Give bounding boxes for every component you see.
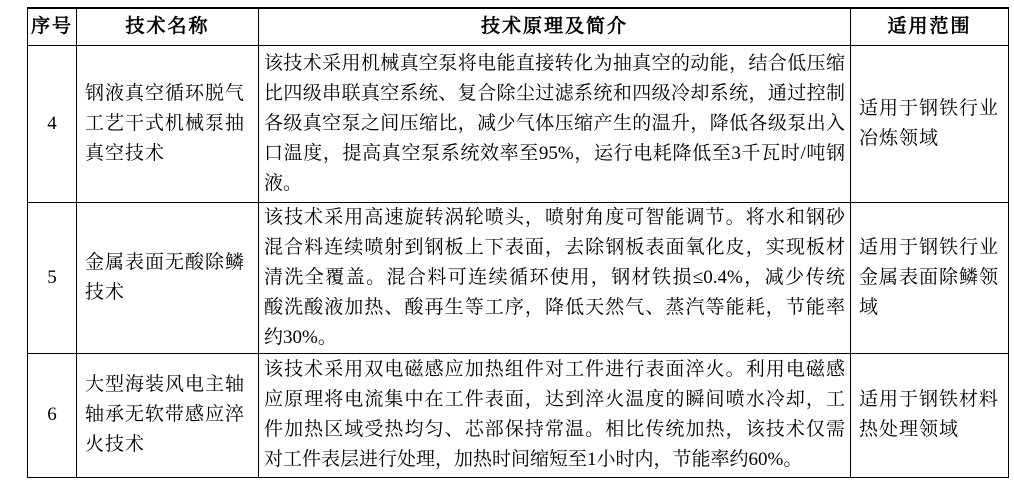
technology-name-cell-line: 真空技术 <box>85 142 166 164</box>
principle-description-cell <box>259 202 851 353</box>
technology-name-cell <box>77 45 259 202</box>
header-principle: 技术原理及简介 <box>259 8 851 45</box>
principle-description-cell-line: 该技术采用双电磁感应加热组件对工件进行表面淬火。利用电磁感 <box>264 359 845 380</box>
serial-number-cell: 4 <box>28 45 77 202</box>
technology-table <box>27 7 1009 478</box>
principle-description-cell-line: 该技术采用高速旋转涡轮喷头，喷射角度可智能调节。将水和钢砂 <box>264 206 845 228</box>
principle-description-cell-line: 混合料连续喷射到钢板上下表面，去除钢板表面氧化皮，实现板材 <box>264 236 845 258</box>
technology-name-cell-line: 火技术 <box>85 434 146 455</box>
serial-number-cell: 5 <box>28 202 77 353</box>
technology-name-cell-line: 轴承无软带感应淬 <box>85 404 246 425</box>
principle-description-cell-line: 件加热区域受热均匀、芯部保持常温。相比传统加热，该技术仅需 <box>264 419 845 440</box>
principle-description-cell-line: 各级真空泵之间压缩比，减少气体压缩产生的温升，降低各级泵出入 <box>264 112 845 134</box>
principle-description-cell-line: 应原理将电流集中在工件表面，达到淬火温度的瞬间喷水冷却，工 <box>264 389 845 410</box>
header-name: 技术名称 <box>77 8 259 45</box>
technology-name-cell-line: 金属表面无酸除鳞 <box>85 251 246 273</box>
table-body <box>28 45 1009 477</box>
application-scope-cell-line: 金属表面除鳞领 <box>859 266 1000 288</box>
application-scope-cell-line: 适用于钢铁行业 <box>859 97 1000 119</box>
application-scope-cell-line: 冶炼领域 <box>859 127 940 149</box>
principle-description-cell-line: 比四级串联真空系统、复合除尘过滤系统和四级冷却系统，通过控制 <box>264 82 845 104</box>
principle-description-cell-line: 清洗全覆盖。混合料可连续循环使用，钢材铁损≤0.4%，减少传统 <box>264 266 845 288</box>
technology-name-cell-line: 技术 <box>85 281 126 303</box>
principle-description-cell-line: 该技术采用机械真空泵将电能直接转化为抽真空的动能，结合低压缩 <box>264 52 845 74</box>
header-serial: 序号 <box>28 8 77 45</box>
technology-name-cell-line: 大型海装风电主轴 <box>85 374 246 395</box>
technology-name-cell-line: 工艺干式机械泵抽 <box>85 112 246 134</box>
technology-name-cell <box>77 202 259 353</box>
application-scope-cell <box>851 353 1009 477</box>
principle-description-cell-line: 口温度，提高真空泵系统效率至95%，运行电耗降低至3千瓦时/吨钢 <box>264 142 845 164</box>
table-row <box>28 45 1009 202</box>
application-scope-cell-line: 适用于钢铁行业 <box>859 236 1000 258</box>
principle-description-cell <box>259 45 851 202</box>
principle-description-cell-line: 约30%。 <box>264 326 337 348</box>
serial-number-cell: 6 <box>28 353 77 477</box>
table-row <box>28 202 1009 353</box>
principle-description-cell <box>259 353 851 477</box>
application-scope-cell-line: 适用于钢铁材料 <box>859 389 1000 410</box>
principle-description-cell-line: 对工件表层进行处理，加热时间缩短至1小时内，节能率约60%。 <box>264 449 803 470</box>
header-scope: 适用范围 <box>851 8 1009 45</box>
table-header <box>28 8 1009 45</box>
technology-name-cell <box>77 353 259 477</box>
application-scope-cell <box>851 202 1009 353</box>
application-scope-cell-line: 域 <box>859 296 880 318</box>
technology-name-cell-line: 钢液真空循环脱气 <box>85 82 246 104</box>
table-row <box>28 353 1009 477</box>
application-scope-cell <box>851 45 1009 202</box>
principle-description-cell-line: 酸洗酸液加热、酸再生等工序，降低天然气、蒸汽等能耗，节能率 <box>264 296 845 318</box>
application-scope-cell-line: 热处理领域 <box>859 419 960 440</box>
principle-description-cell-line: 液。 <box>264 172 303 194</box>
header-row <box>28 8 1009 45</box>
